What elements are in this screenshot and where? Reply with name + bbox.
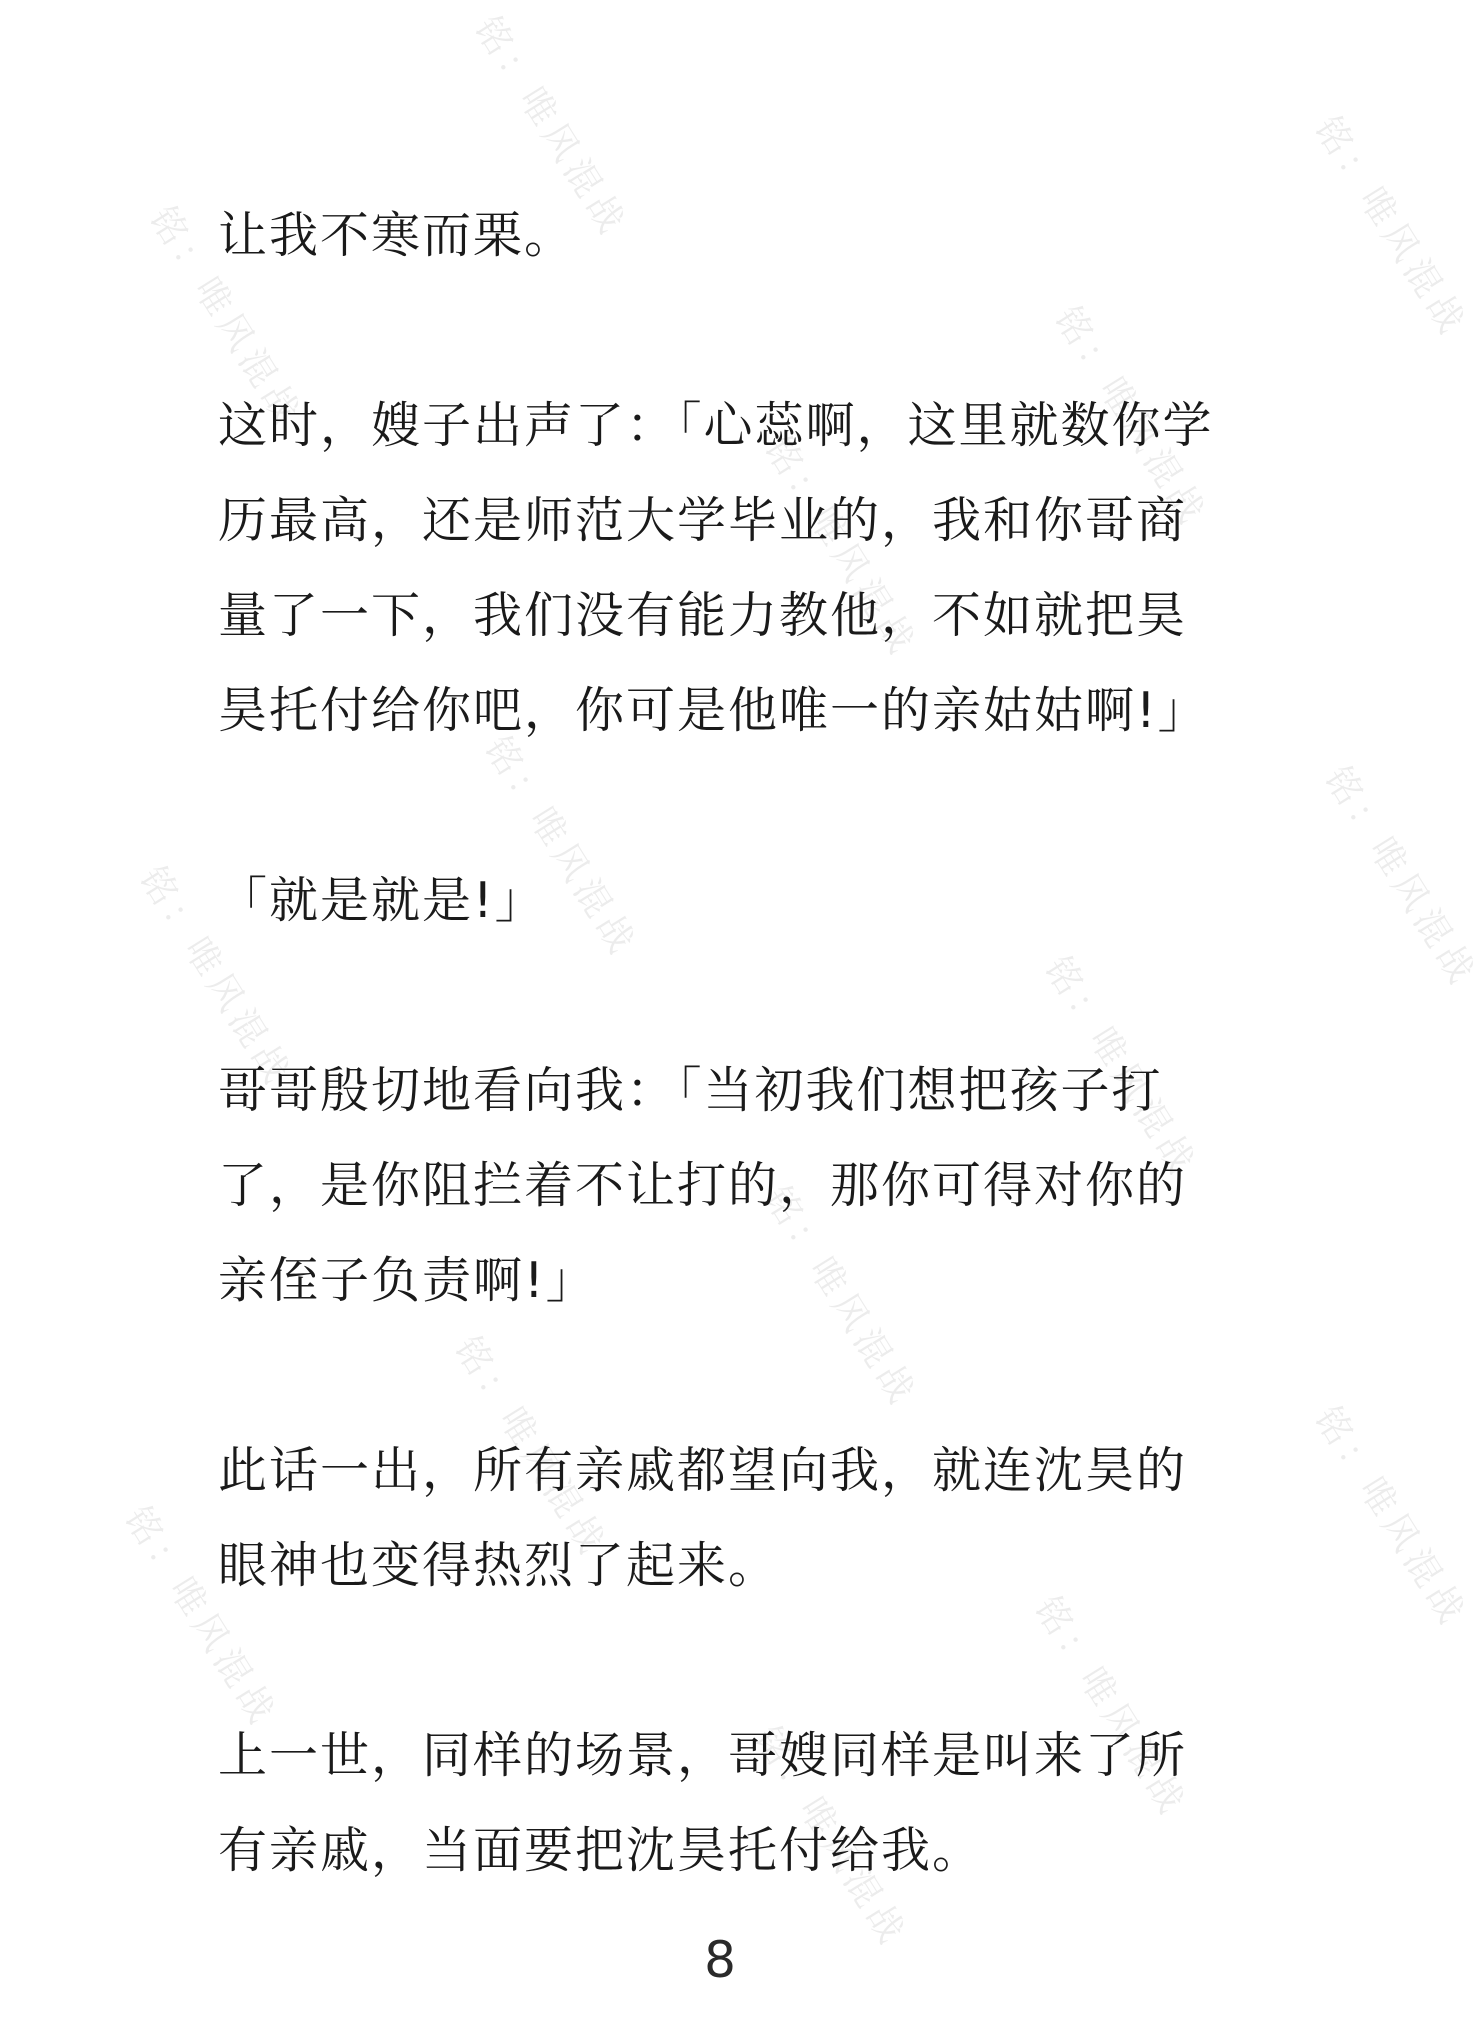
- watermark: 铭：唯风混战: [1036, 949, 1205, 1185]
- watermark: 铭：唯风混战: [446, 1329, 615, 1565]
- paragraph: 让我不寒而栗。: [218, 207, 576, 264]
- watermark: 铭：唯风混战: [1306, 1399, 1475, 1635]
- watermark: 铭：唯风混战: [1046, 299, 1215, 535]
- watermark: 铭：唯风混战: [466, 9, 635, 245]
- watermark: 铭：唯风混战: [141, 199, 310, 435]
- watermark: 铭：唯风混战: [756, 429, 925, 665]
- page-number: 8: [704, 1931, 736, 1989]
- paragraph: 哥哥殷切地看向我：「当初我们想把孩子打了，是你阻拦着不让打的，那你可得对你的亲侄子负责啊!」: [218, 1062, 1188, 1309]
- paragraph: 「就是就是!」: [218, 872, 546, 929]
- paragraph: 此话一出，所有亲戚都望向我，就连沈昊的眼神也变得热烈了起来。: [218, 1442, 1188, 1594]
- watermark: 铭：唯风混战: [131, 859, 300, 1095]
- watermark: 铭：唯风混战: [116, 1499, 285, 1735]
- paragraph: 上一世，同样的场景，哥嫂同样是叫来了所有亲戚，当面要把沈昊托付给我。: [218, 1727, 1188, 1879]
- watermark: 铭：唯风混战: [756, 1179, 925, 1415]
- watermark: 铭：唯风混战: [1306, 109, 1475, 345]
- watermark: 铭：唯风混战: [1316, 759, 1484, 995]
- watermark: 铭：唯风混战: [1026, 1589, 1195, 1825]
- watermark: 铭：唯风混战: [746, 1719, 915, 1955]
- paragraph: 这时，嫂子出声了：「心蕊啊，这里就数你学历最高，还是师范大学毕业的，我和你哥商量了一下，我们没有能力教他，不如就把昊昊托付给你吧，你可是他唯一的亲姑姑啊!」: [218, 397, 1214, 739]
- watermark: 铭：唯风混战: [476, 729, 645, 965]
- body-text: [218, 188, 1224, 1898]
